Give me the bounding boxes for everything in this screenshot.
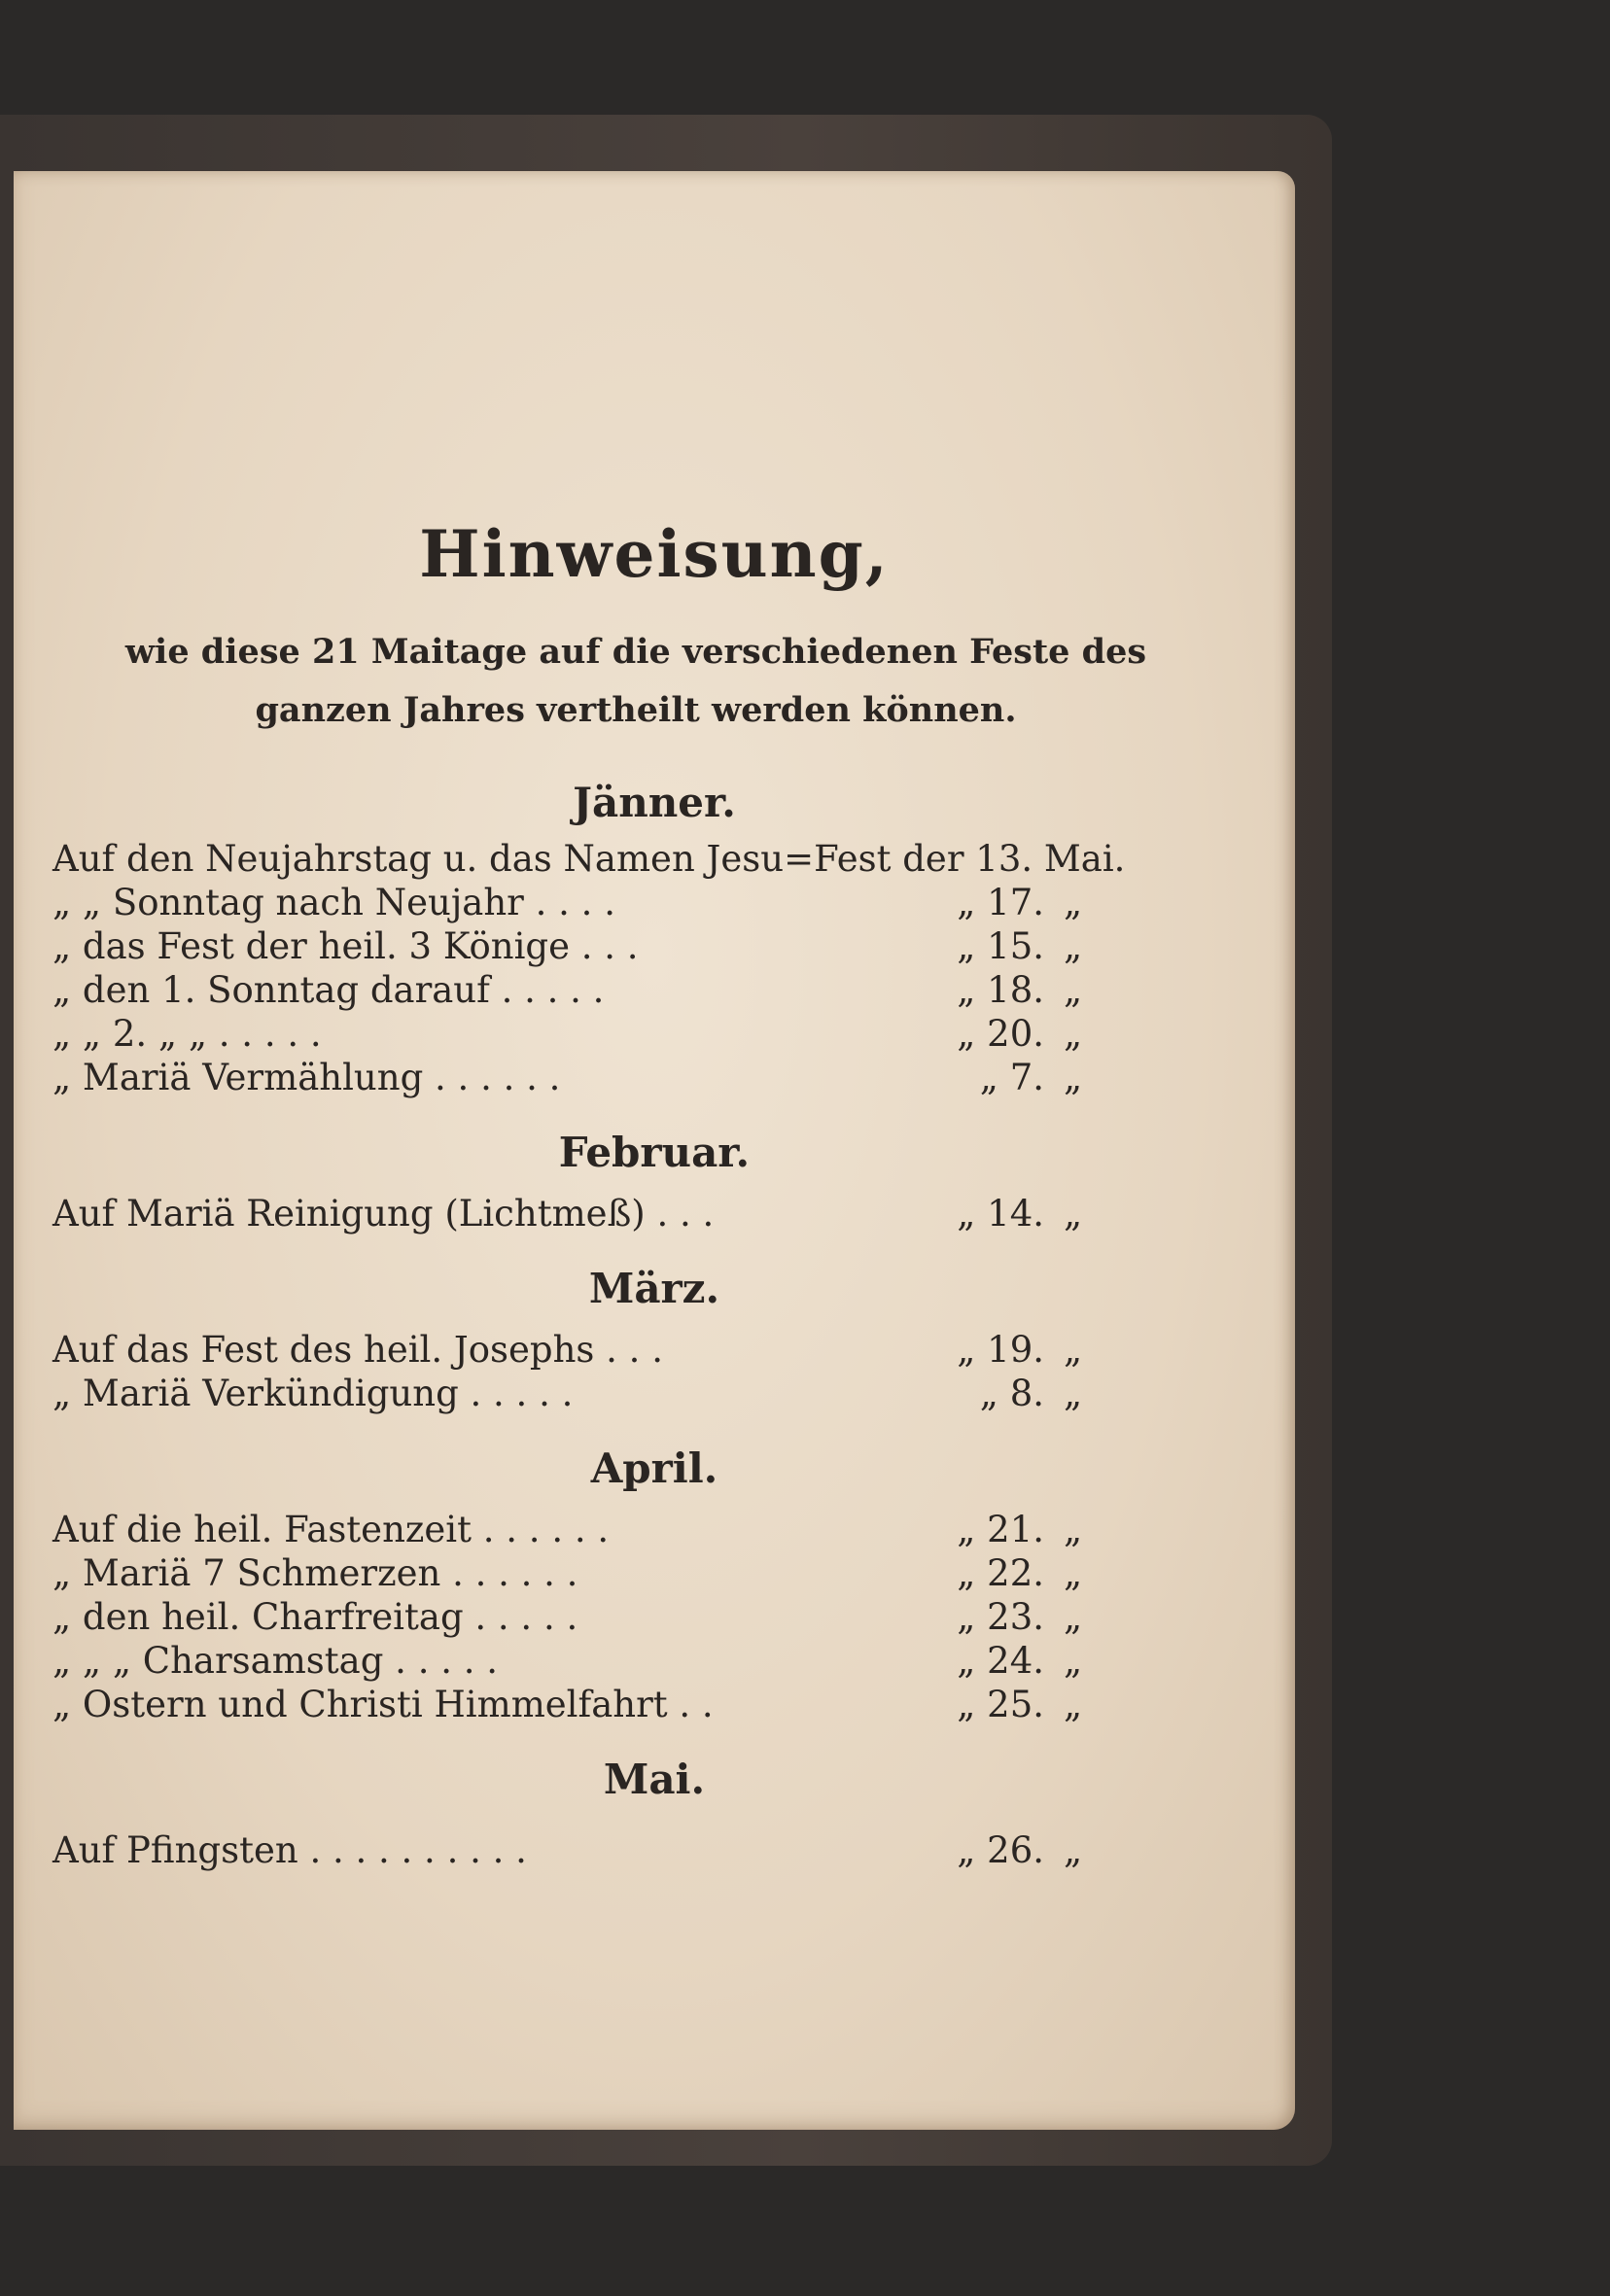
entry-ditto: „ xyxy=(1064,1373,1083,1414)
entry-ditto: „ xyxy=(1064,882,1083,923)
month-heading-februar: Februar. xyxy=(558,1129,751,1176)
entry-day: „ 7. xyxy=(979,1057,1044,1098)
list-item xyxy=(14,1508,1295,1552)
entry-text: „ „ Sonntag nach Neujahr . . . . xyxy=(52,882,615,923)
entry-day: „ 8. xyxy=(979,1373,1044,1414)
entry-ditto: „ xyxy=(1064,1829,1083,1871)
entry-day: „ 26. xyxy=(957,1829,1044,1871)
entry-day: „ 20. xyxy=(957,1013,1044,1055)
entry-ditto: „ xyxy=(1064,1013,1083,1055)
book-page xyxy=(14,171,1295,2130)
entry-day: „ 21. xyxy=(957,1509,1044,1550)
entry-ditto: „ xyxy=(1064,1193,1083,1235)
list-item xyxy=(14,1372,1295,1416)
list-item xyxy=(14,1192,1295,1236)
entry-text: „ das Fest der heil. 3 Könige . . . xyxy=(52,925,639,967)
entry-text: Auf Mariä Reinigung (Lichtmeß) . . . xyxy=(52,1193,715,1235)
entry-ditto: „ xyxy=(1064,1509,1083,1550)
entry-text: Auf das Fest des heil. Josephs . . . xyxy=(52,1329,663,1371)
subtitle-line-2: ganzen Jahres vertheilt werden können. xyxy=(255,690,1017,730)
entry-ditto: „ xyxy=(1064,1640,1083,1682)
entry-day: „ 14. xyxy=(957,1193,1044,1235)
entry-day: „ 18. xyxy=(957,969,1044,1011)
list-item xyxy=(14,881,1295,925)
entry-ditto: „ xyxy=(1064,1329,1083,1371)
entry-text: „ „ „ Charsamstag . . . . . xyxy=(52,1640,499,1682)
entry-ditto: „ xyxy=(1064,925,1083,967)
entry-text: Auf die heil. Fastenzeit . . . . . . xyxy=(52,1509,610,1550)
list-item xyxy=(14,1595,1295,1640)
list-item xyxy=(14,1551,1295,1596)
entry-text: Auf Pfingsten . . . . . . . . . . xyxy=(52,1829,527,1871)
entry-day: „ 22. xyxy=(957,1552,1044,1594)
page-subtitle xyxy=(72,623,1200,740)
entry-text: „ Mariä Verkündigung . . . . . xyxy=(52,1373,574,1414)
entry-ditto: „ xyxy=(1064,969,1083,1011)
list-item xyxy=(14,1828,1295,1873)
entry-ditto: „ xyxy=(1064,1552,1083,1594)
entry-text: Auf den Neujahrstag u. das Namen Jesu=Fest der 13. Mai. xyxy=(52,838,1126,880)
month-heading-mai: Mai. xyxy=(603,1756,706,1803)
entry-text: „ Mariä 7 Schmerzen . . . . . . xyxy=(52,1552,578,1594)
list-item xyxy=(14,924,1295,969)
month-heading-april: April. xyxy=(590,1444,718,1492)
list-item xyxy=(14,1012,1295,1057)
entry-day: „ 25. xyxy=(957,1684,1044,1725)
entry-text: „ den 1. Sonntag darauf . . . . . xyxy=(52,969,605,1011)
entry-ditto: „ xyxy=(1064,1057,1083,1098)
month-heading-maerz: März. xyxy=(588,1265,720,1312)
list-item xyxy=(14,968,1295,1013)
entry-day: „ 23. xyxy=(957,1596,1044,1638)
entry-day: „ 24. xyxy=(957,1640,1044,1682)
subtitle-line-1: wie diese 21 Maitage auf die verschiedenen Feste des xyxy=(124,632,1147,672)
entry-day: „ 15. xyxy=(957,925,1044,967)
entry-day: „ 17. xyxy=(957,882,1044,923)
list-item xyxy=(14,1683,1295,1727)
list-item xyxy=(14,837,1295,882)
entry-text: „ Ostern und Christi Himmelfahrt . . xyxy=(52,1684,714,1725)
entry-text: „ Mariä Vermählung . . . . . . xyxy=(52,1057,561,1098)
entry-ditto: „ xyxy=(1064,1596,1083,1638)
list-item xyxy=(14,1639,1295,1684)
entry-ditto: „ xyxy=(1064,1684,1083,1725)
entry-text: „ den heil. Charfreitag . . . . . xyxy=(52,1596,578,1638)
entry-text: „ „ 2. „ „ . . . . . xyxy=(52,1013,322,1055)
list-item xyxy=(14,1056,1295,1100)
page-title: Hinweisung, xyxy=(419,516,890,592)
entry-day: „ 19. xyxy=(957,1329,1044,1371)
list-item xyxy=(14,1328,1295,1373)
month-heading-jaenner: Jänner. xyxy=(573,779,736,826)
